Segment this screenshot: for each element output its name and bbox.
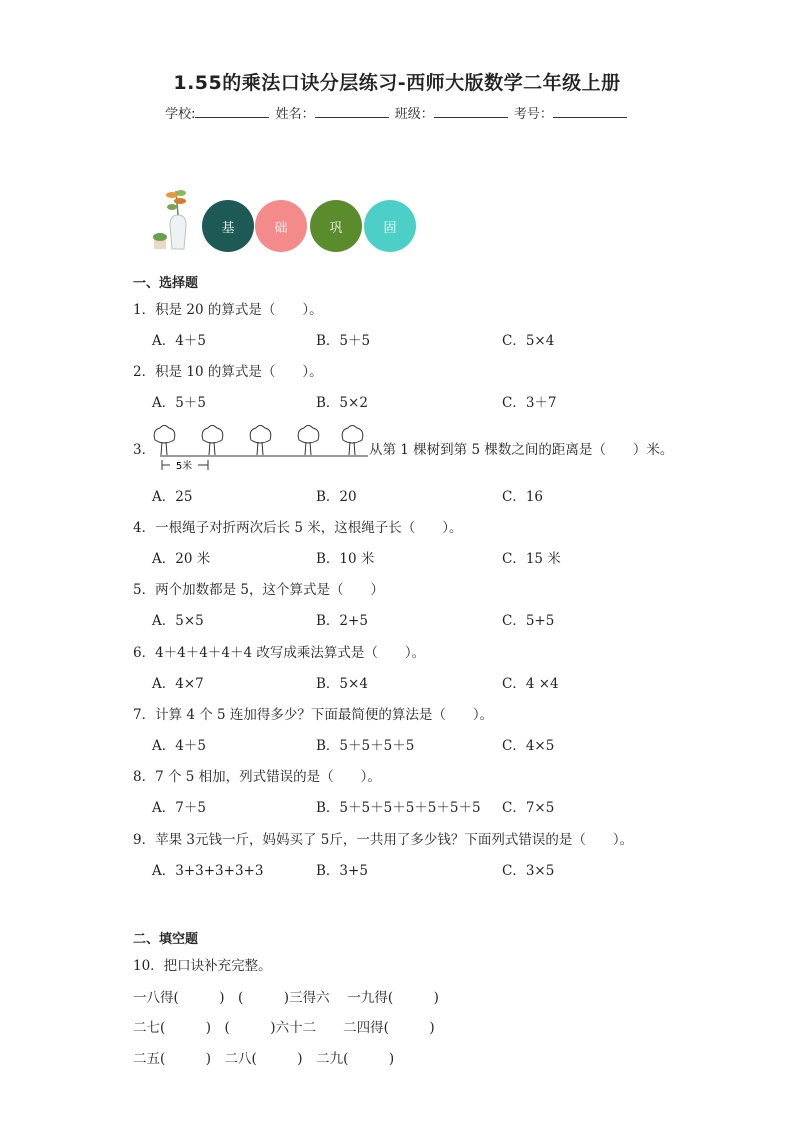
page-title: 1.55的乘法口诀分层练习-西师大版数学二年级上册 [173, 72, 621, 94]
fill-line-3: 二五( ) 二八( ) 二九( ) [133, 1051, 395, 1067]
section-2-title: 二、填空题 [133, 932, 199, 947]
question-9-option-c[interactable]: C．3×5 [502, 863, 555, 879]
q3-number: 3． [133, 442, 156, 458]
question-2-option-a[interactable]: A．5＋5 [152, 395, 206, 411]
question-2-option-c[interactable]: C．3＋7 [502, 395, 557, 411]
tree-icon [298, 426, 319, 456]
question-1-option-c[interactable]: C．5×4 [502, 333, 555, 349]
question-8-option-c[interactable]: C．7×5 [502, 800, 555, 816]
question-9-stem: 9．苹果 3元钱一斤，妈妈买了 5斤，一共用了多少钱？下面列式错误的是（ ）。 [133, 832, 634, 848]
question-5-option-b[interactable]: B．2+5 [316, 613, 368, 629]
tree-icon [250, 426, 271, 456]
question-4-option-b[interactable]: B．10 米 [316, 551, 375, 567]
fill-line-1: 一八得( ) ( )三得六 一九得( ) [133, 990, 439, 1006]
question-2-option-b[interactable]: B．5×2 [316, 395, 368, 411]
question-9-option-a[interactable]: A．3+3+3+3+3 [152, 863, 264, 879]
question-3-option-c[interactable]: C．16 [502, 489, 544, 505]
school-blank[interactable] [195, 105, 269, 118]
q10-stem: 10．把口诀补充完整。 [133, 958, 272, 974]
name-blank[interactable] [315, 105, 389, 118]
name-label: 姓名： [275, 107, 315, 122]
question-3-option-a[interactable]: A．25 [152, 489, 193, 505]
fill-line-2: 二七( ) ( )六十二 二四得( ) [133, 1020, 435, 1036]
question-9-option-b[interactable]: B．3+5 [316, 863, 368, 879]
question-5-stem: 5．两个加数都是 5，这个算式是（ ） [133, 582, 384, 598]
question-5-option-a[interactable]: A．5×5 [152, 613, 204, 629]
exam-number-blank[interactable] [553, 105, 627, 118]
plant-vase-icon [150, 185, 196, 255]
student-info-line [0, 103, 794, 122]
tree-diagram [150, 424, 372, 474]
question-5-option-c[interactable]: C．5+5 [502, 613, 555, 629]
school-label: 学校: [165, 107, 196, 122]
question-6-option-b[interactable]: B．5×4 [316, 676, 368, 692]
question-8-option-b[interactable]: B．5＋5＋5＋5＋5＋5＋5 [316, 800, 481, 816]
question-4-stem: 4．一根绳子对折两次后长 5 米，这根绳子长（ ）。 [133, 520, 463, 536]
tree-icon [154, 426, 175, 456]
tree-icon [342, 426, 363, 456]
exam-number-label: 考号： [513, 107, 553, 122]
banner-circle-4: 固 [364, 200, 416, 252]
question-7-option-b[interactable]: B．5＋5＋5＋5 [316, 738, 415, 754]
question-1-option-b[interactable]: B．5＋5 [316, 333, 371, 349]
question-1-option-a[interactable]: A．4＋5 [152, 333, 206, 349]
question-6-stem: 6．4＋4＋4＋4＋4 改写成乘法算式是（ ）。 [133, 645, 426, 661]
banner-circle-1: 基 [202, 200, 254, 252]
banner-circle-2: 础 [255, 200, 307, 252]
question-3-option-b[interactable]: B．20 [316, 489, 357, 505]
question-2-stem: 2．积是 10 的算式是（ ）。 [133, 364, 323, 380]
banner-circle-3: 巩 [310, 200, 362, 252]
class-label: 班级： [394, 107, 434, 122]
section-1-title: 一、选择题 [133, 276, 199, 291]
question-3-stem: 从第 1 棵树到第 5 棵数之间的距离是（ ）米。 [369, 442, 674, 458]
question-7-option-c[interactable]: C．4×5 [502, 738, 555, 754]
question-8-stem: 8．7 个 5 相加，列式错误的是（ ）。 [133, 769, 381, 785]
class-blank[interactable] [434, 105, 508, 118]
question-1-stem: 1．积是 20 的算式是（ ）。 [133, 302, 323, 318]
question-6-option-c[interactable]: C．4 ×4 [502, 676, 559, 692]
question-4-option-c[interactable]: C．15 米 [502, 551, 561, 567]
question-7-option-a[interactable]: A．4＋5 [152, 738, 206, 754]
question-8-option-a[interactable]: A．7＋5 [152, 800, 206, 816]
question-7-stem: 7．计算 4 个 5 连加得多少？下面最简便的算法是（ ）。 [133, 707, 494, 723]
scale-label: 5米 [175, 461, 193, 472]
question-6-option-a[interactable]: A．4×7 [152, 676, 204, 692]
question-4-option-a[interactable]: A．20 米 [152, 551, 211, 567]
tree-icon [202, 426, 223, 456]
